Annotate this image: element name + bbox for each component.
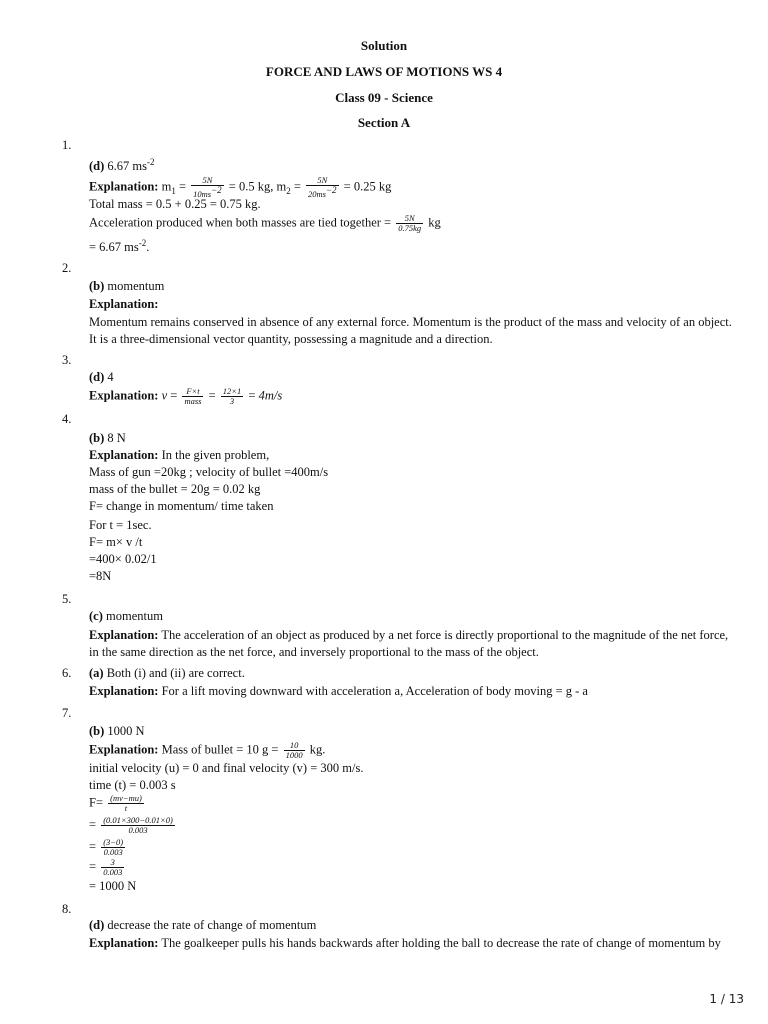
q1-acceleration	[89, 214, 441, 233]
denominator: 3	[221, 396, 244, 406]
explanation-label: Explanation:	[89, 684, 159, 698]
q7-step	[89, 816, 177, 835]
mass-text: Mass of bullet = 10 g =	[161, 742, 279, 757]
equals: =	[248, 388, 256, 403]
answer-text: 8 N	[107, 431, 126, 445]
q2-explanation-label	[89, 297, 158, 312]
numerator: 5N	[202, 175, 213, 185]
denominator-base: 20ms	[308, 188, 326, 199]
numerator: 10	[289, 740, 299, 750]
q7-velocity: initial velocity (u) = 0 and final velocity (v) = 300 m/s.	[89, 761, 364, 775]
denominator: 0.003	[101, 847, 125, 857]
answer-text: decrease the rate of change of momentum	[107, 918, 317, 932]
equals: =	[293, 179, 301, 194]
q7-result: = 1000 N	[89, 879, 137, 893]
q7-step	[89, 858, 126, 877]
option-label: (c)	[89, 609, 103, 623]
result-text: = 6.67 ms	[89, 240, 139, 255]
numerator: 5N	[317, 175, 328, 185]
exponent: -2	[138, 238, 147, 248]
explanation-label: Explanation:	[89, 297, 159, 311]
subscript: 2	[286, 185, 291, 196]
explanation-text: In the given problem,	[161, 448, 270, 462]
unit: kg.	[309, 742, 326, 757]
q5-answer	[89, 609, 163, 624]
question-number: 3.	[62, 353, 72, 367]
explanation-label: Explanation:	[89, 448, 159, 462]
q2-answer	[89, 279, 164, 294]
q6-explanation	[89, 684, 588, 699]
question-number: 2.	[62, 261, 72, 275]
exponent: -2	[147, 157, 155, 167]
numerator: 5N	[404, 213, 415, 223]
q7-explanation-mass	[89, 741, 325, 760]
q1-answer	[89, 157, 155, 174]
numerator: F×t	[186, 386, 200, 396]
page-number: 1 / 13	[709, 992, 744, 1006]
q8-answer	[89, 918, 316, 933]
fraction-m1	[191, 176, 224, 199]
solution-heading: Solution	[360, 38, 408, 53]
denominator: 1000	[285, 750, 303, 760]
fraction-formula	[182, 387, 203, 406]
q1-result	[89, 238, 149, 255]
exponent: −2	[325, 185, 337, 195]
denominator: mass	[184, 396, 202, 406]
numerator: 12×1	[222, 386, 242, 396]
question-number: 4.	[62, 412, 72, 426]
answer-text: 4	[107, 370, 114, 384]
explanation-label: Explanation:	[89, 936, 159, 950]
q3-explanation	[89, 387, 282, 406]
equals: =	[89, 859, 97, 874]
subscript: 1	[171, 185, 176, 196]
question-number: 5.	[62, 592, 72, 606]
answer-text: 1000 N	[107, 724, 145, 738]
option-label: (d)	[89, 159, 105, 174]
option-label: (b)	[89, 279, 105, 293]
option-label: (b)	[89, 431, 105, 445]
denominator: 0.003	[103, 867, 123, 877]
q7-answer	[89, 724, 145, 739]
q4-line: =8N	[89, 569, 112, 583]
exponent: −2	[211, 185, 222, 195]
q4-line: =400× 0.02/1	[89, 552, 157, 566]
period: .	[146, 240, 150, 255]
denominator: 0.003	[101, 825, 175, 835]
q6-answer	[89, 666, 245, 681]
q4-line: F= change in momentum/ time taken	[89, 499, 274, 513]
equals: =	[170, 388, 178, 403]
option-label: (d)	[89, 918, 105, 932]
worksheet-title: FORCE AND LAWS OF MOTIONS WS 4	[265, 64, 503, 79]
q4-answer	[89, 431, 126, 446]
section-label: Section A	[357, 115, 411, 130]
result-m2: = 0.25 kg	[343, 179, 392, 194]
numerator: (mv−mu)	[110, 793, 142, 803]
q7-formula	[89, 794, 146, 813]
fraction-simplified	[101, 858, 124, 877]
q4-line: For t = 1sec.	[89, 518, 152, 532]
answer-text: 6.67 ms	[107, 159, 147, 174]
option-label: (b)	[89, 724, 105, 738]
explanation-text: The goalkeeper pulls his hands backwards after holding the ball to decrease the rate of change of momentum by	[161, 936, 721, 950]
fraction-acceleration	[396, 214, 423, 233]
q4-line: Mass of gun =20kg ; velocity of bullet =400m/s	[89, 465, 329, 479]
numerator: (0.01×300−0.01×0)	[103, 815, 173, 825]
explanation-label: Explanation:	[89, 179, 159, 194]
explanation-label: Explanation:	[89, 742, 159, 757]
q3-answer	[89, 370, 114, 385]
q4-explanation	[89, 448, 269, 463]
denominator: t	[108, 803, 144, 813]
answer-text: momentum	[106, 609, 163, 623]
question-number: 6.	[62, 666, 72, 680]
answer-text: Both (i) and (ii) are correct.	[106, 666, 245, 680]
fraction-m2	[306, 176, 339, 199]
result: 4m/s	[258, 388, 283, 403]
acceleration-text: Acceleration produced when both masses are tied together =	[89, 215, 392, 230]
q7-time: time (t) = 0.003 s	[89, 778, 176, 792]
question-number: 7.	[62, 706, 72, 720]
equals: =	[178, 179, 187, 194]
velocity-symbol: v	[161, 388, 168, 403]
fraction-difference	[101, 838, 125, 857]
class-label: Class 09 - Science	[335, 90, 433, 105]
fraction-mass	[284, 741, 305, 760]
q5-explanation	[89, 627, 739, 661]
q1-explanation-mass	[89, 176, 391, 199]
explanation-text: For a lift moving downward with acceleration a, Acceleration of body moving = g - a	[161, 684, 588, 698]
question-number: 1.	[62, 138, 72, 152]
denominator: 0.75kg	[398, 223, 422, 233]
explanation-label: Explanation:	[89, 628, 159, 642]
q1-total-mass: Total mass = 0.5 + 0.25 = 0.75 kg.	[89, 197, 261, 211]
explanation-label: Explanation:	[89, 388, 159, 403]
option-label: (d)	[89, 370, 105, 384]
result-m1: = 0.5 kg, m	[228, 179, 287, 194]
q4-line: F= m× v /t	[89, 535, 143, 549]
mass-symbol: m	[161, 179, 172, 194]
q4-line: mass of the bullet = 20g = 0.02 kg	[89, 482, 261, 496]
explanation-text: The acceleration of an object as produced by a net force is directly proportional to the magnitude of the net force, in the same direction as the net force, and inversely proportional to the mass of the object.	[89, 628, 729, 659]
answer-text: momentum	[107, 279, 165, 293]
fraction-values	[221, 387, 244, 406]
force-label: F=	[89, 795, 104, 810]
fraction-substitution	[101, 816, 175, 835]
equals: =	[89, 817, 97, 832]
denominator	[306, 185, 339, 199]
question-number: 8.	[62, 902, 72, 916]
equals: =	[89, 839, 97, 854]
q2-explanation-text: Momentum remains conserved in absence of any external force. Momentum is the product of the mass and velocity of an object. It is a three-dimensional vector quantity, possessing a magnitude and a direction.	[89, 315, 732, 346]
equals: =	[208, 388, 216, 403]
numerator: 3	[110, 857, 115, 867]
q8-explanation	[89, 936, 721, 951]
fraction-formula	[108, 794, 144, 813]
option-label: (a)	[89, 666, 104, 680]
denominator-base: 10ms	[193, 188, 212, 199]
numerator: (3−0)	[103, 837, 124, 847]
q7-step	[89, 838, 127, 857]
unit: kg	[428, 215, 441, 230]
